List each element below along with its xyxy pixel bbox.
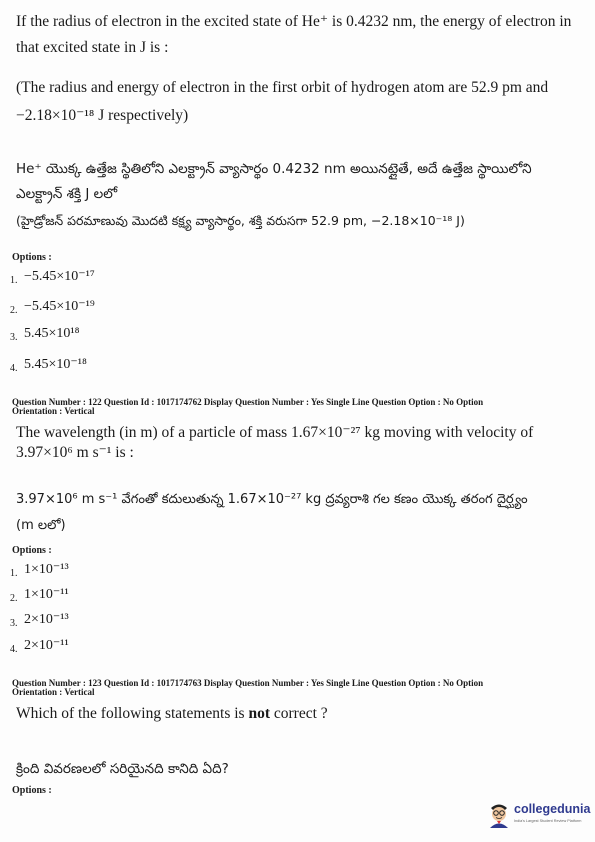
q3-telugu-line1: క్రింది వివరణలలో సరియైనది కానిది ఏది? — [16, 761, 229, 777]
q2-options-label: Options : — [12, 545, 52, 556]
q1-option-1[interactable]: 1. −5.45×10⁻¹⁷ — [10, 269, 95, 286]
q2-option-4[interactable]: 4. 2×10⁻¹¹ — [10, 638, 69, 655]
q2-meta-line2: Orientation : Vertical — [12, 406, 95, 417]
q1-option-4[interactable]: 4. 5.45×10⁻¹⁸ — [10, 357, 87, 374]
brand-name: collegedunia — [514, 802, 591, 816]
q1-telugu-line2: ఎలక్ట్రాన్ శక్తి J లలో — [16, 186, 118, 202]
q1-option-3[interactable]: 3. 5.45×10¹⁸ — [10, 326, 80, 343]
q2-telugu-line2: (m లలో) — [16, 518, 66, 533]
q2-meta-line1: Question Number : 122 Question Id : 1017174762 Display Question Number : Yes Single Line Question Option : No Option — [12, 397, 484, 407]
q3-text: Which of the following statements is not correct ? — [16, 705, 328, 722]
q3-emphasis-not: not — [248, 705, 271, 722]
q3-meta-line2: Orientation : Vertical — [12, 687, 95, 698]
q1-telugu-line1: He⁺ యొక్క ఉత్తేజ స్థితిలోని ఎలక్ట్రాన్ వ్యాసార్థం 0.4232 nm అయినట్లైతే, అదే ఉత్తేజ స్థాయిలోని — [16, 161, 532, 177]
q2-option-3[interactable]: 3. 2×10⁻¹³ — [10, 612, 69, 629]
q2-option-2[interactable]: 2. 1×10⁻¹¹ — [10, 587, 69, 604]
q2-meta — [12, 398, 582, 417]
student-mascot-icon — [486, 800, 512, 828]
q1-telugu-line3: (హైడ్రోజన్ పరమాణువు మొదటి కక్ష్య వ్యాసార్థం, శక్తి వరుసగా 52.9 pm, −2.18×10⁻¹⁸ J) — [16, 213, 465, 228]
q1-text-line2: that excited state in J is : — [16, 39, 169, 56]
q1-text-line4: −2.18×10⁻¹⁸ J respectively) — [16, 107, 189, 124]
q3-meta-line1: Question Number : 123 Question Id : 1017174763 Display Question Number : Yes Single Line Question Option : No Option — [12, 678, 484, 688]
q2-telugu-line1: 3.97×10⁶ m s⁻¹ వేగంతో కదులుతున్న 1.67×10⁻²⁷ kg ద్రవ్యరాశి గల కణం యొక్క తరంగ దైర్ఘ్యం — [16, 492, 528, 507]
q1-option-2[interactable]: 2. −5.45×10⁻¹⁹ — [10, 299, 95, 316]
q1-text-line3: (The radius and energy of electron in the first orbit of hydrogen atom are 52.9 pm and — [16, 79, 549, 96]
q2-text-line1: The wavelength (in m) of a particle of mass 1.67×10⁻²⁷ kg moving with velocity of — [16, 424, 534, 441]
q2-text-line2: 3.97×10⁶ m s⁻¹ is : — [16, 444, 134, 461]
q1-text-line1: If the radius of electron in the excited state of He⁺ is 0.4232 nm, the energy of electron in — [16, 13, 572, 30]
collegedunia-logo — [486, 796, 591, 832]
q3-options-label: Options : — [12, 785, 52, 796]
brand-tagline: India's Largest Student Review Platform — [514, 819, 582, 823]
q2-option-1[interactable]: 1. 1×10⁻¹³ — [10, 562, 69, 579]
q3-meta — [12, 679, 582, 698]
q1-options-label: Options : — [12, 252, 52, 263]
